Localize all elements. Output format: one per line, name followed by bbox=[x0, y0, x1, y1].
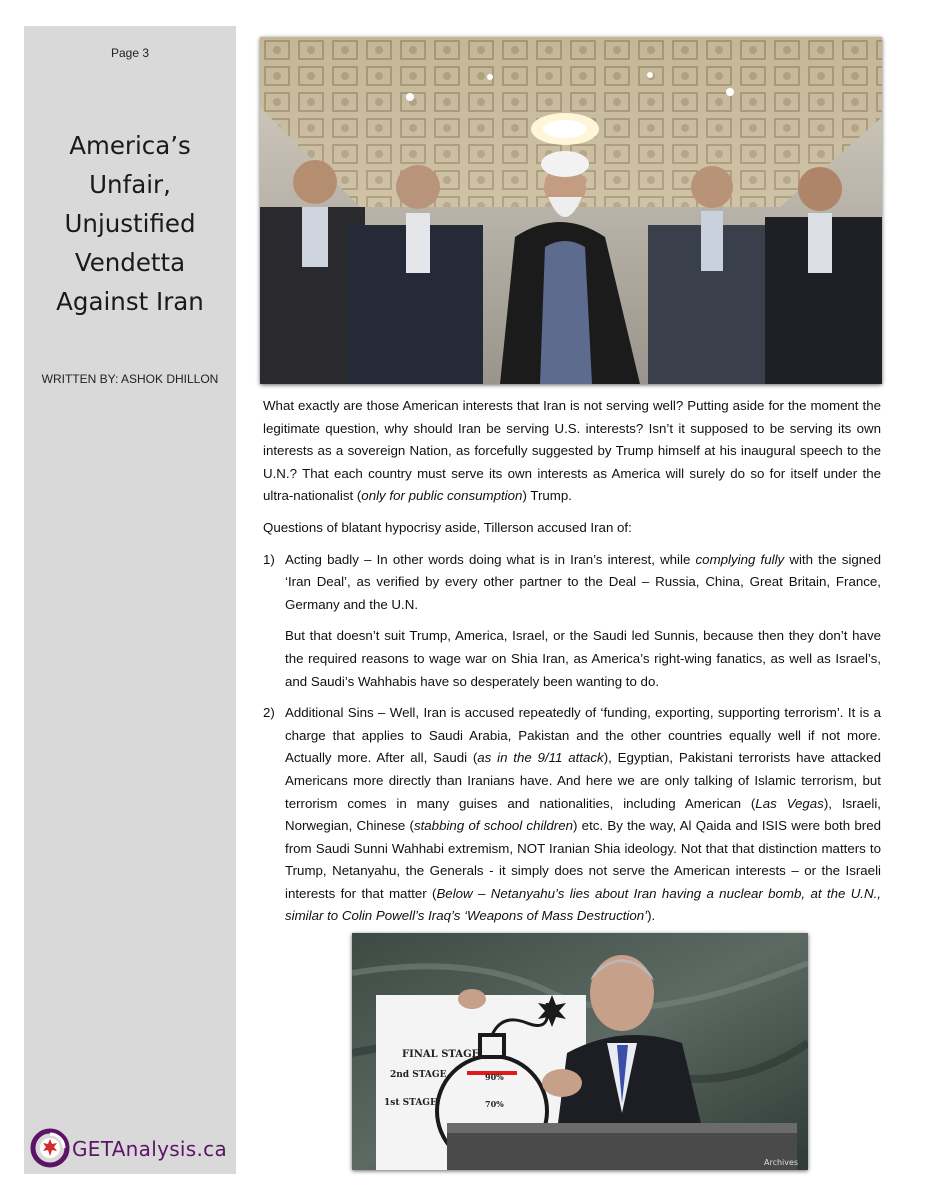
stage-2-label: 2nd STAGE bbox=[390, 1070, 447, 1080]
list-item: 1) Acting badly – In other words doing what is in Iran’s interest, while complying fully with the signed ‘Iran Deal’, as verified by every other partner to the Deal – Russia, China, Great Britain, France, Germany and the U.N. But that doesn’t suit Trump, America, Israel, or the Saudi led Sunnis, because then they don’t have the required reasons to wage war on Shia Iran, as America’s right-wing fanatics, as well as Israel’s, and Saudi’s Wahhabis have so desperately been wanting to do. bbox=[263, 551, 881, 689]
paragraph-2: Questions of blatant hypocrisy aside, Tillerson accused Iran of: bbox=[263, 519, 632, 535]
stage-1-value: 70% bbox=[485, 1099, 504, 1109]
author-byline: WRITTEN BY: ASHOK DHILLON bbox=[41, 372, 219, 386]
netanyahu-photo bbox=[352, 933, 808, 1170]
officials-photo bbox=[260, 37, 882, 384]
list-item: 2) Additional Sins – Well, Iran is accused repeatedly of ‘funding, exporting, supporting terrorism’. It is a charge that applies to Saudi Arabia, Pakistan and the other countries equally well if not more. Actually more. After all, Saudi (as in the 9/11 attack), Egyptian, Pakistani terrorists have attacked Americans more directly than Iranians have. And here we are only talking of Islamic terrorism, but terrorism comes in many guises and nationalities, including American (Las Vegas), Israeli, Norwegian, Chinese (stabbing of school children) etc. By the way, Al Qaida and ISIS were both bred from Saudi Sunni Wahhabi extremism, NOT Iranian Shia ideology. Not that that distinction matters to Trump, Netanyahu, the Generals - it simply does not serve the American interests – or the Israeli interests for that matter (Below – Netanyahu’s lies about Iran having a nuclear bomb, at the U.N., similar to Colin Powell’s Iraq’s ‘Weapons of Mass Destruction’). bbox=[263, 705, 881, 924]
final-stage-label: FINAL STAGE bbox=[402, 1049, 480, 1060]
paragraph-1: What exactly are those American interests that Iran is not serving well? Putting aside for the moment the legitimate question, why should Iran be serving U.S. interests? Isn’t it supposed to be serving its own interests as a sovereign Nation, as forcefully suggested by Trump himself at his inaugural speech to the U.N.? That each country must serve its own interests as America will surely do so for itself under the ultra-nationalist (only for public consumption) Trump. bbox=[263, 398, 881, 504]
stage-1-label: 1st STAGE bbox=[384, 1098, 437, 1108]
article-body bbox=[263, 395, 881, 937]
logo-text: GETAnalysis.ca bbox=[72, 1137, 228, 1161]
page-number: Page 3 bbox=[110, 46, 150, 60]
sidebar bbox=[24, 26, 236, 1174]
stage-2-value: 90% bbox=[485, 1072, 504, 1082]
article-title: America’s Unfair, Unjustified Vendetta Against Iran bbox=[56, 131, 204, 316]
getanalysis-logo[interactable] bbox=[30, 1126, 236, 1170]
photo-credit: Archives bbox=[764, 1158, 799, 1167]
logo-swirl-icon bbox=[30, 1126, 74, 1170]
